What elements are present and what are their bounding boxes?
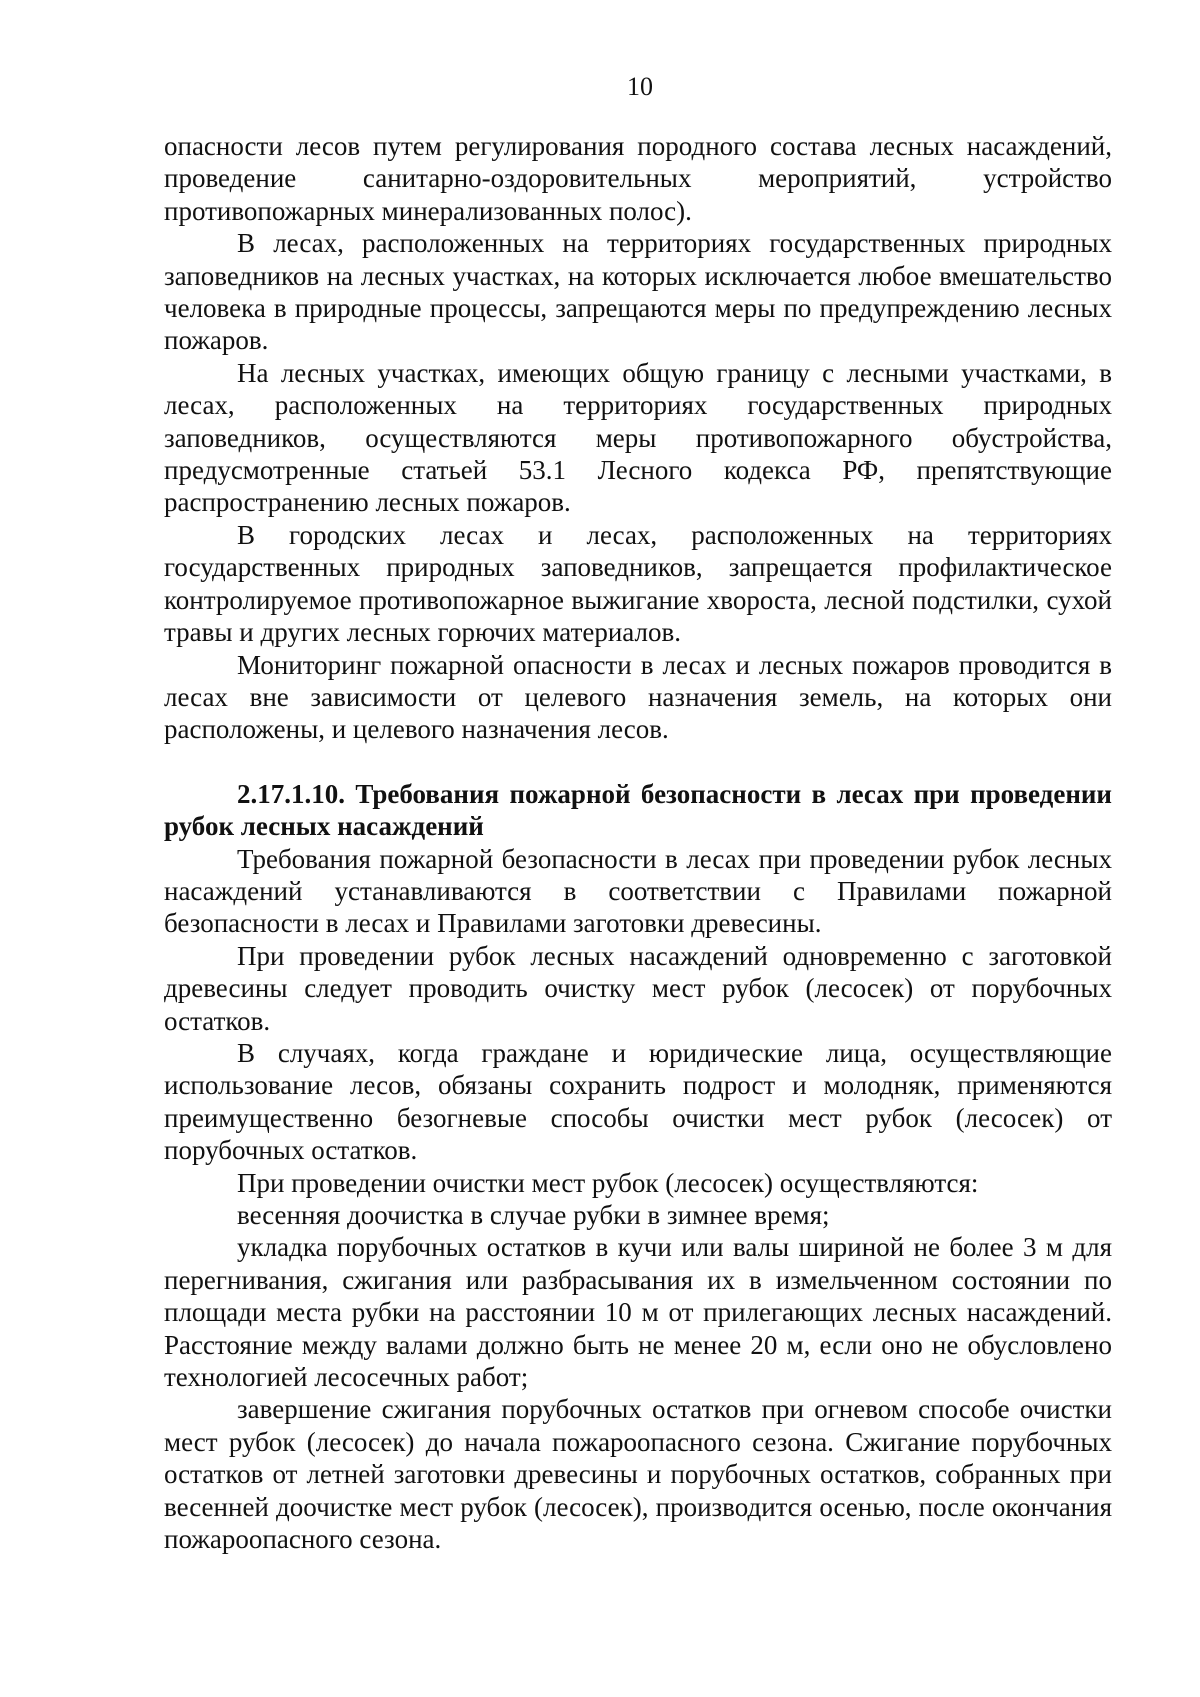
list-item: завершение сжигания порубочных остатков при огневом способе очистки мест рубок (лесосек) до начала пожароопасного сезона. Сжигание порубочных остатков от летней заготовки древесины и порубочных остатков, собранных при весенней доочистке мест рубок (лесосек), производится осенью, после окончания пожароопасного сезона.: [164, 1394, 1112, 1555]
section-heading: 2.17.1.10. Требования пожарной безопасности в лесах при проведении рубок лесных насаждений: [164, 778, 1112, 842]
list-item: весенняя доочистка в случае рубки в зимнее время;: [237, 1200, 830, 1230]
paragraph: В городских лесах и лесах, расположенных на территориях государственных природных заповедников, запрещается профилактическое контролируемое противопожарное выжигание хвороста, лесной подстилки, сухой травы и других лесных горючих материалов.: [164, 519, 1112, 648]
paragraph: В лесах, расположенных на территориях государственных природных заповедников на лесных участках, на которых исключается любое вмешательство человека в природные процессы, запрещаются меры по предупреждению лесных пожаров.: [164, 228, 1112, 356]
page-number: 10: [627, 72, 653, 101]
list-item: укладка порубочных остатков в кучи или валы шириной не более 3 м для перегнивания, сжигания или разбрасывания их в измельченном состоянии по площади места рубки на расстоянии 10 м от прилегающих лесных насаждений. Расстояние между валами должно быть не менее 20 м, если оно не обусловлено технологией лесосечных работ;: [164, 1232, 1112, 1393]
paragraph: Требования пожарной безопасности в лесах при проведении рубок лесных насаждений устанавливаются в соответствии с Правилами пожарной безопасности в лесах и Правилами заготовки древесины.: [164, 843, 1112, 939]
paragraph: При проведении очистки мест рубок (лесосек) осуществляются:: [237, 1167, 979, 1198]
paragraph: Мониторинг пожарной опасности в лесах и лесных пожаров проводится в лесах вне зависимости от целевого назначения земель, на которых они расположены, и целевого назначения лесов.: [164, 649, 1112, 745]
paragraph: В случаях, когда граждане и юридические лица, осуществляющие использование лесов, обязаны сохранить подрост и молодняк, применяются преимущественно безогневые способы очистки мест рубок (лесосек) от порубочных остатков.: [164, 1037, 1112, 1166]
document-body: [164, 130, 1112, 1555]
paragraph-continued: опасности лесов путем регулирования породного состава лесных насаждений, проведение санитарно-оздоровительных мероприятий, устройство противопожарных минерализованных полос).: [164, 131, 1112, 226]
paragraph: На лесных участках, имеющих общую границу с лесными участками, в лесах, расположенных на территориях государственных природных заповедников, осуществляются меры противопожарного обустройства, предусмотренные статьей 53.1 Лесного кодекса РФ, препятствующие распространению лесных пожаров.: [164, 357, 1112, 518]
paragraph: При проведении рубок лесных насаждений одновременно с заготовкой древесины следует проводить очистку мест рубок (лесосек) от порубочных остатков.: [164, 940, 1112, 1036]
